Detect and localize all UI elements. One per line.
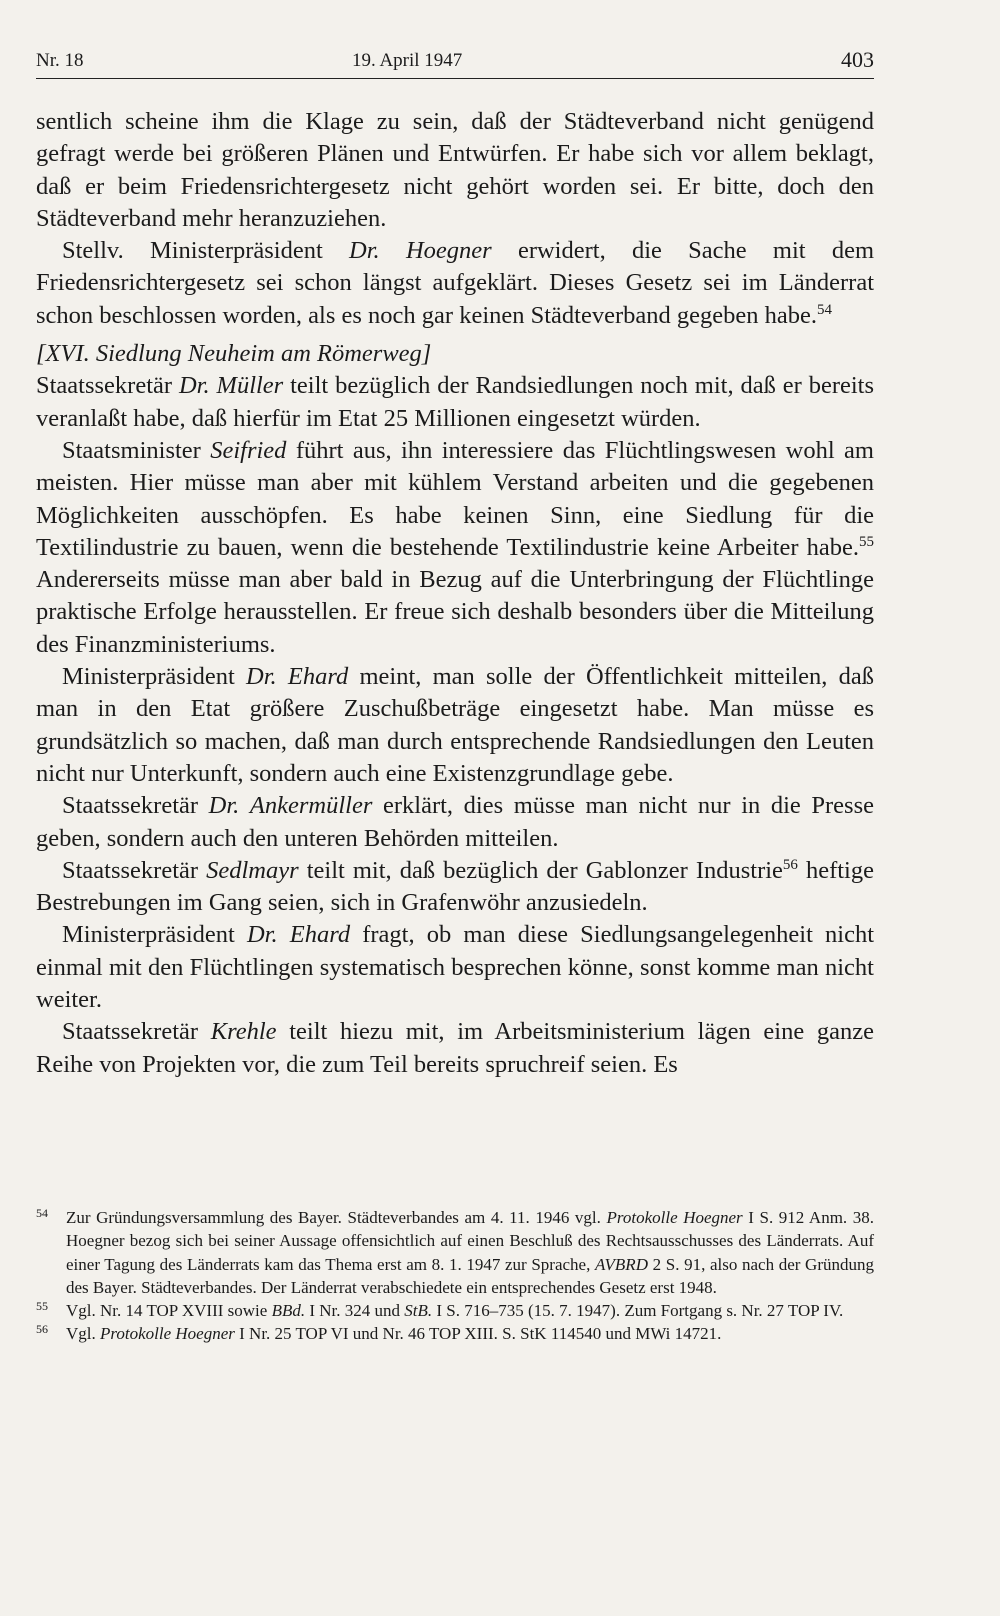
footnote-ref[interactable]: 56 — [782, 856, 798, 873]
header-date: 19. April 1947 — [352, 50, 463, 71]
paragraph: sentlich scheine ihm die Klage zu sein, daß der Städteverband nicht genügend gefragt werde bei größeren Plänen und Entwürfen. Er habe sich vor allem beklagt, daß er beim Friedensrichtergesetz nicht gehört worden sei. Er bitte, doch den Städteverband mehr heranzuziehen. — [36, 108, 874, 232]
paragraph: Staatssekretär Dr. Müller teilt bezüglich der Randsiedlungen noch mit, daß er bereits veranlaßt habe, daß hierfür im Etat 25 Millionen eingesetzt würden. — [36, 372, 875, 432]
speaker-name: Seifried — [210, 436, 287, 464]
speaker-name: Ehard — [287, 663, 349, 691]
footnote: 55 Vgl. Nr. 14 TOP XVIII sowie BBd. I Nr. 324 und StB. I S. 716–735 (15. 7. 1947). Zum Fortgang s. Nr. 27 TOP IV. — [36, 1299, 874, 1322]
speaker-name: Müller — [216, 372, 284, 400]
document-page — [36, 0, 874, 1616]
paragraph: Stellv. Ministerpräsident Dr. Hoegner erwidert, die Sache mit dem Friedensrichtergesetz sei schon längst aufgeklärt. Dieses Gesetz sei im Länderrat schon beschlossen worden, als es noch gar keinen Städteverband gegeben habe.$^{54}$ — [36, 237, 874, 329]
speaker-name: Krehle — [210, 1018, 277, 1046]
footnotes — [36, 1206, 874, 1346]
footnote-ref[interactable]: 54 — [817, 301, 833, 318]
speaker-title: Dr. — [246, 663, 277, 691]
paragraph: Staatssekretär Dr. Ankermüller erklärt, dies müsse man nicht nur in die Presse geben, sondern auch den unteren Behörden mitteilen. — [36, 792, 874, 852]
speaker-title: Dr. — [349, 237, 380, 265]
speaker-name: Sedlmayr — [206, 856, 299, 884]
footnote-number: 55 — [36, 1299, 48, 1314]
main-text — [36, 106, 874, 1081]
footnote-number: 54 — [36, 1206, 48, 1220]
footnote-ref[interactable]: 55 — [859, 533, 874, 550]
page-number: 403 — [841, 47, 874, 72]
paragraph: Staatssekretär Krehle teilt hiezu mit, im Arbeitsministerium lägen eine ganze Reihe von Projekten vor, die zum Teil bereits spruchreif seien. Es — [36, 1018, 874, 1078]
speaker-title: Dr. — [208, 792, 240, 820]
paragraph: Ministerpräsident Dr. Ehard meint, man solle der Öffentlichkeit mitteilen, daß man in den Etat größere Zuschußbeträge eingesetzt habe. Man müsse es grundsätzlich so machen, daß man durch entsprechende Randsiedlungen den Leuten nicht nur Unterkunft, sondern auch eine Existenzgrundlage gebe. — [36, 663, 874, 787]
footnote: 54 Zur Gründungsversammlung des Bayer. Städteverbandes am 4. 11. 1946 vgl. Protokolle Hoegner I S. 912 Anm. 38. Hoegner bezog sich bei seiner Aussage offensichtlich auf einen Beschluß des Rechtsausschusses des Länderrats. Auf einer Tagung des Länderrats kam das Thema erst am 8. 1. 1947 zur Sprache, AVBRD 2 S. 91, also nach der Gründung des Bayer. Städteverbandes. Der Länderrat verabschiedete ein entsprechendes Gesetz erst 1948. — [36, 1206, 874, 1299]
running-header — [36, 44, 874, 79]
speaker-title: Dr. — [246, 921, 278, 949]
speaker-name: Ehard — [289, 921, 351, 949]
paragraph: Staatsminister Seifried führt aus, ihn interessiere das Flüchtlingswesen wohl am meisten. Hier müsse man aber mit kühlem Verstand arbeiten und die gegebenen Möglichkeiten ausschöpfen. Es habe keinen Sinn, eine Siedlung für die Textilindustrie zu bauen, wenn die bestehende Textilindustrie keine Arbeiter habe.$^{55}$ Andererseits müsse man aber bald in Bezug auf die Unterbringung der Flüchtlinge praktische Erfolge herausstellen. Er freue sich deshalb besonders über die Mitteilung des Finanzministeriums. — [36, 436, 874, 658]
speaker-title: Dr. — [178, 372, 210, 400]
footnote-number: 56 — [36, 1322, 48, 1337]
speaker-name: Hoegner — [405, 237, 492, 265]
section-heading: [XVI. Siedlung Neuheim am Römerweg] — [36, 340, 432, 368]
speaker-name: Ankermüller — [249, 792, 373, 820]
paragraph: Ministerpräsident Dr. Ehard fragt, ob man diese Siedlungsangelegenheit nicht einmal mit den Flüchtlingen systematisch besprechen könne, sonst komme man nicht weiter. — [36, 921, 874, 1014]
document-number: Nr. 18 — [36, 50, 84, 71]
footnote: 56 Vgl. Protokolle Hoegner I Nr. 25 TOP VI und Nr. 46 TOP XIII. S. StK 114540 und MWi 14721. — [36, 1322, 874, 1345]
paragraph: Staatssekretär Sedlmayr teilt mit, daß bezüglich der Gablonzer Industrie$^{56}$ heftige Bestrebungen im Gang seien, sich in Grafenwöhr anzusiedeln. — [36, 856, 874, 917]
